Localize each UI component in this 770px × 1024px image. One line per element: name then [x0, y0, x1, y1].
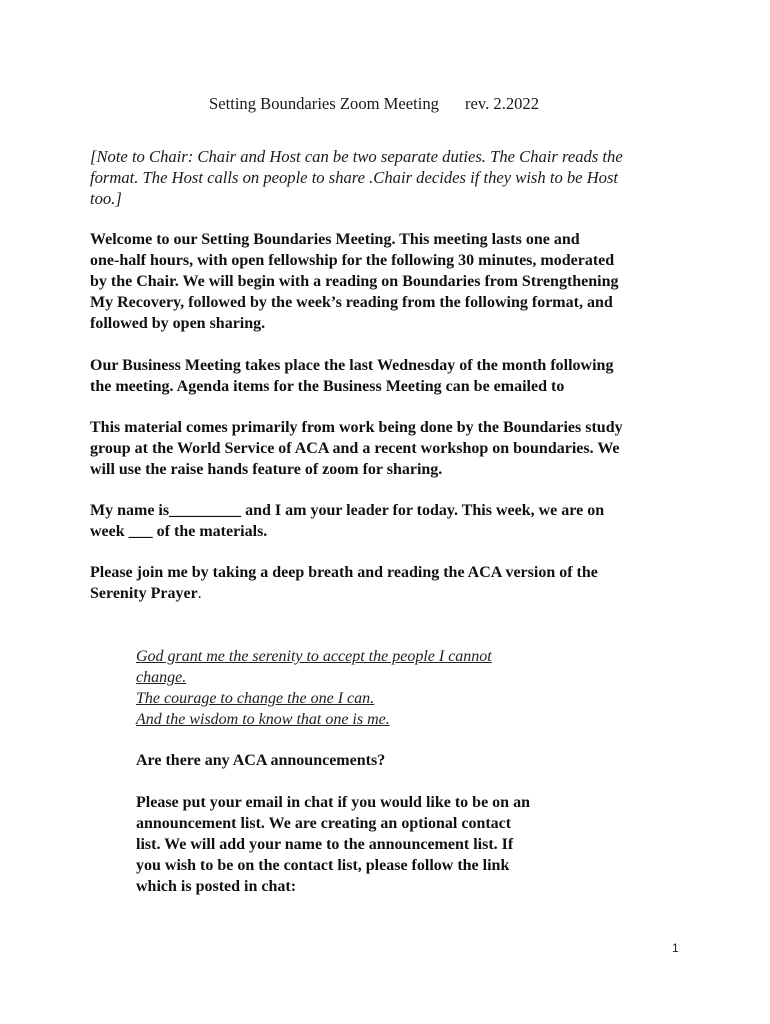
paragraph-line: you wish to be on the contact list, please follow the link — [136, 857, 510, 874]
paragraph-line: My Recovery, followed by the week’s reading from the following format, and — [90, 294, 613, 311]
paragraph-line: Please join me by taking a deep breath and reading the ACA version of the — [90, 564, 598, 581]
paragraph-line: list. We will add your name to the announcement list. If — [136, 836, 514, 853]
paragraph-line: will use the raise hands feature of zoom for sharing. — [90, 461, 443, 478]
serenity-prayer-label: Serenity Prayer — [90, 585, 198, 602]
paragraph-line: Please put your email in chat if you would like to be on an — [136, 794, 530, 811]
paragraph-line: announcement list. We are creating an optional contact — [136, 815, 512, 832]
paragraph-line: by the Chair. We will begin with a reading on Boundaries from Strengthening — [90, 273, 619, 290]
paragraph-line: Welcome to our Setting Boundaries Meeting. This meeting lasts one and — [90, 231, 580, 248]
paragraph-line: My name is_________ and I am your leader for today. This week, we are on — [90, 502, 605, 519]
announcements-question: Are there any ACA announcements? — [136, 752, 386, 769]
trailing-period: . — [197, 585, 202, 602]
prayer-line: The courage to change the one I can. — [136, 690, 375, 707]
paragraph-line: one-half hours, with open fellowship for the following 30 minutes, moderated — [90, 252, 615, 269]
paragraph-line: group at the World Service of ACA and a recent workshop on boundaries. We — [90, 440, 620, 457]
paragraph-line — [90, 583, 202, 604]
prayer-line: And the wisdom to know that one is me. — [136, 711, 390, 728]
note-line: format. The Host calls on people to share .Chair decides if they wish to be Host — [90, 168, 619, 187]
paragraph-line: followed by open sharing. — [90, 315, 266, 332]
prayer-line: change. — [136, 669, 187, 686]
paragraph-line: Our Business Meeting takes place the last Wednesday of the month following — [90, 357, 614, 374]
document-title — [209, 93, 539, 114]
note-line: too.] — [90, 189, 122, 208]
prayer-line: God grant me the serenity to accept the people I cannot — [136, 648, 492, 665]
page-number: 1 — [672, 941, 679, 955]
paragraph-line: which is posted in chat: — [136, 878, 297, 895]
paragraph-line: the meeting. Agenda items for the Business Meeting can be emailed to — [90, 378, 565, 395]
paragraph-line: This material comes primarily from work being done by the Boundaries study — [90, 419, 623, 436]
title-text: Setting Boundaries Zoom Meeting — [209, 94, 439, 113]
revision-label: rev. 2.2022 — [464, 94, 540, 113]
paragraph-line: week ___ of the materials. — [90, 523, 268, 540]
note-line: [Note to Chair: Chair and Host can be two separate duties. The Chair reads the — [90, 147, 623, 166]
